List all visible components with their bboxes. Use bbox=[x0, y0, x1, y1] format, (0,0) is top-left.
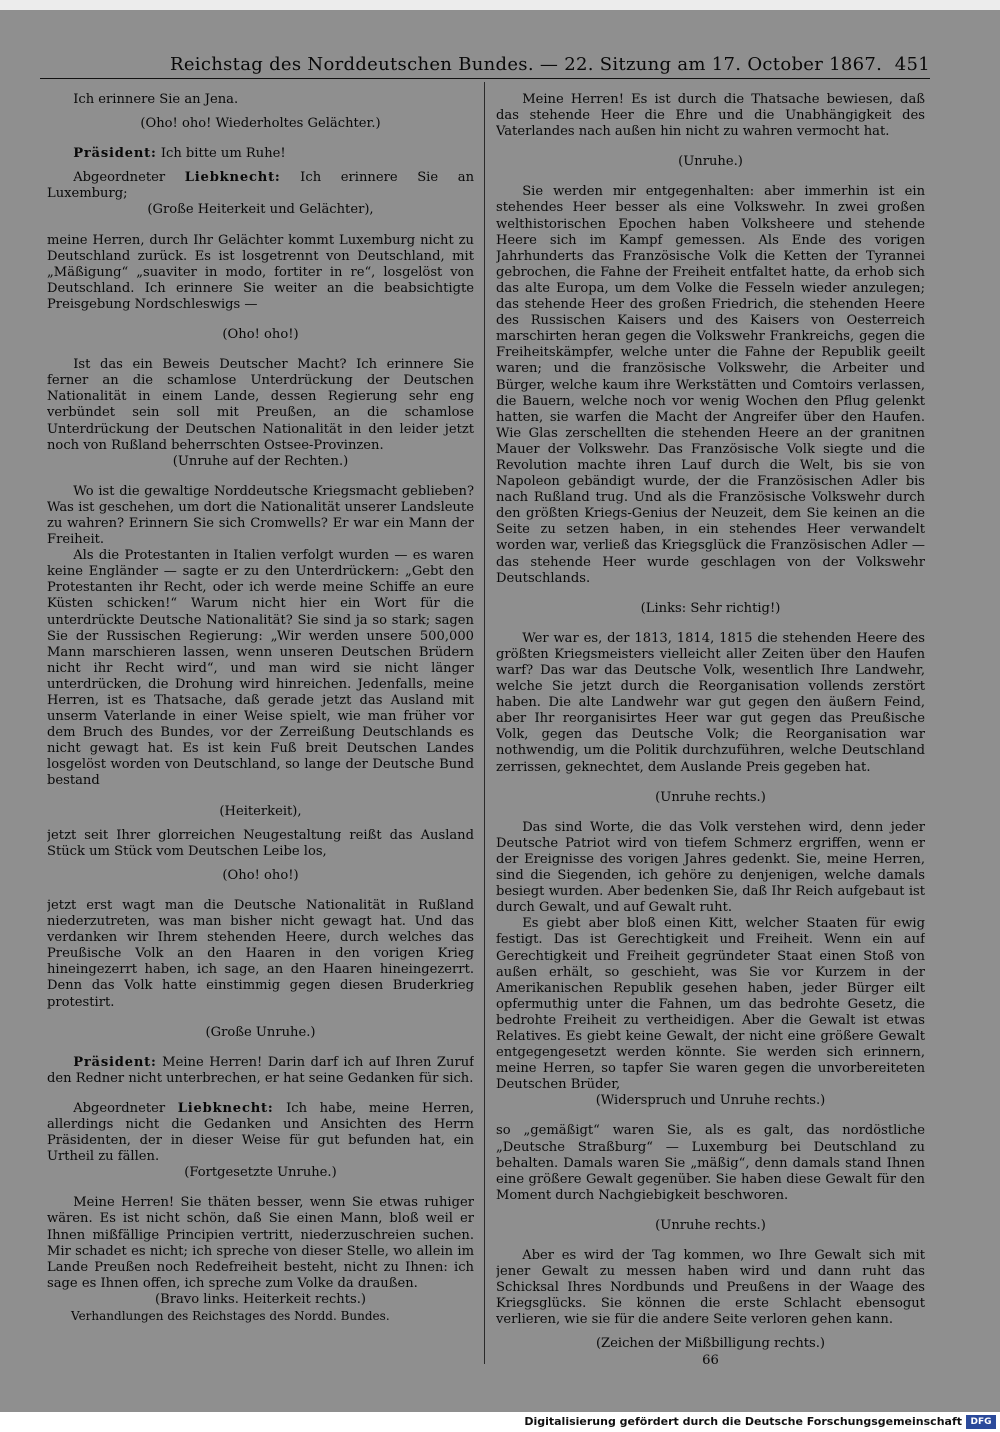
paragraph: jetzt erst wagt man die Deutsche Nationalität in Rußland niederzutreten, was man bisher nicht gewagt hat. Und das verdanken wir Ihrem stehenden Heere, durch welches das Preußische Volk an den Haaren in den vorigen Krieg hineingezerrt haben, ich sage, an den Haaren hineingezerrt. Denn das Volk hatte einstimmig gegen diesen Bruderkrieg protestirt. bbox=[47, 897, 474, 1010]
interjection: (Oho! oho! Wiederholtes Gelächter.) bbox=[140, 116, 381, 132]
paragraph: Es giebt aber bloß einen Kitt, welcher Staaten für ewig festigt. Das ist Gerechtigkeit und Freiheit. Wenn ein auf Gerechtigkeit und Freiheit gegründeter Staat einen Stoß von außen erhält, so geschieht, was Sie vor Kurzem in der Amerikanischen Republik gesehen haben, jeder Bürger eilt opfermuthig unter die Fahnen, um das bedrohte Gesetz, die bedrohte Freiheit zu vertheidigen. Aber die Gewalt ist etwas Relatives. Es giebt keine Gewalt, der nicht eine größere Gewalt entgegengesetzt werden könnte. Sie werden sich erinnern, meine Herren, so tapfer Sie waren gegen die unvorbereiteten Deutschen Brüder, bbox=[496, 916, 925, 1093]
speaker-name: Liebknecht: bbox=[184, 170, 281, 186]
interjection: (Fortgesetzte Unruhe.) bbox=[184, 1165, 337, 1181]
interjection: (Links: Sehr richtig!) bbox=[640, 600, 781, 616]
paragraph: meine Herren, durch Ihr Gelächter kommt Luxemburg nicht zu Deutschland zurück. Es ist losgetrennt von Deutschland, mit „Mäßigung“ „suaviter in modo, fortiter in re“, losgelöst von Deutschland. Ich erinnere Sie weiter an die beabsichtigte Preisgebung Nordschleswigs — bbox=[47, 232, 474, 312]
interjection: (Unruhe auf der Rechten.) bbox=[172, 453, 349, 469]
paragraph: Sie werden mir entgegenhalten: aber immerhin ist ein stehendes Heer besser als eine Volkswehr. In zwei großen welthistorischen Epochen haben Volksheere und stehende Heere sich im Kampf gemessen. Als Ende des vorigen Jahrhunderts das Französische Volk die Ketten der Tyrannei gebrochen, die Fahne der Freiheit entfaltet hatte, da erhob sich das alte Europa, um dem Volke die Fesseln wieder anzulegen; das stehende Heer des großen Friedrich, die stehenden Heere des Russischen Kaisers und des Kaisers von Oesterreich marschirten heran gegen die Volkswehr Frankreichs, gegen die Freiheitskämpfer, welche unter die Fahne der Republik geeilt waren; und die französische Volkswehr, die Arbeiter und Bürger, welche kaum ihre Werkstätten und Comtoirs verlassen, die Bauern, welche noch vor wenig Wochen den Pflug gelenkt hatten, sie warfen die Macht der Angreifer über den Haufen. Wie Glas zerschellten die stehenden Heere an der granitnen Mauer der Volkswehr. Das Französische Volk siegte und die Revolution machte ihren Lauf durch die Welt, bis sie von Napoleon gebändigt wurde, der die Französischen Adler bis nach Rußland trug. Und als die Französische Volkswehr durch den größten Kriegs-Genius der Neuzeit, dem Sie keinen an die Seite zu setzen haben, in ein stehendes Heer verwandelt worden war, verließ das Kriegsglück die Französischen Adler — das stehende Heer wurde geschlagen von der Volkswehr Deutschlands. bbox=[496, 184, 925, 586]
interjection: (Große Unruhe.) bbox=[205, 1024, 316, 1040]
speaker-name: Liebknecht: bbox=[177, 1100, 274, 1116]
running-header bbox=[40, 52, 930, 79]
scan-edge bbox=[0, 0, 1000, 10]
interjection: (Unruhe.) bbox=[678, 154, 743, 170]
column-rule bbox=[484, 82, 485, 1364]
paragraph: jetzt seit Ihrer glorreichen Neugestaltung reißt das Ausland Stück um Stück vom Deutschen Leibe los, bbox=[47, 827, 474, 859]
interjection: (Unruhe rechts.) bbox=[655, 1217, 766, 1233]
header-page-number: 451 bbox=[894, 54, 930, 75]
interjection: (Zeichen der Mißbilligung rechts.) bbox=[595, 1336, 826, 1352]
paragraph: Als die Protestanten in Italien verfolgt wurden — es waren keine Engländer — sagte er zu den Unterdrückern: „Gebt den Protestanten ihr Recht, oder ich werde meine Schiffe an eure Küsten schicken!“ Warum nicht hier ein Wort für die unterdrückte Deutsche Nationalität? Sie sind ja so stark; sagen Sie der Russischen Regierung: „Wir werden unsere 500,000 Mann marschieren lassen, wenn unseren Deutschen Brüdern nicht ihr Recht wird“, und man wird sie nicht länger unterdrücken, die Drohung wird hinreichen. Jedenfalls, meine Herren, ist es Thatsache, daß gerade jetzt das Ausland mit unserm Vaterlande in einer Weise spielt, wie man früher vor dem Bruch des Bundes, vor der Zerreißung Deutschlands es nicht gewagt hat. Es ist kein Fuß breit Deutschen Landes losgelöst worden von Deutschland, so lange der Deutsche Bund bestand bbox=[47, 548, 474, 789]
paragraph: Wo ist die gewaltige Norddeutsche Kriegsmacht geblieben? Was ist geschehen, um dort die Nationalität unserer Landsleute zu wahren? Erinnern Sie sich Cromwells? Er war ein Mann der Freiheit. bbox=[47, 483, 474, 548]
interjection: (Oho! oho!) bbox=[222, 327, 299, 343]
speech-text: Ich erinnere Sie an Luxemburg; bbox=[47, 170, 474, 202]
interjection: (Bravo links. Heiterkeit rechts.) bbox=[155, 1291, 366, 1307]
sheet-number: 66 bbox=[702, 1352, 719, 1368]
header-title: Reichstag des Norddeutschen Bundes. — 22. Sitzung am 17. October 1867. bbox=[170, 54, 883, 75]
paragraph: Meine Herren! Es ist durch die Thatsache bewiesen, daß das stehende Heer die Ehre und die Unabhängigkeit des Vaterlandes nach außen hin nicht zu wahren vermocht hat. bbox=[496, 92, 925, 140]
digitization-footer bbox=[0, 1412, 1000, 1432]
left-column bbox=[47, 92, 474, 1382]
speaker-name: Präsident: bbox=[73, 146, 157, 162]
speaker-paragraph bbox=[47, 1101, 474, 1165]
paragraph: Ich erinnere Sie an Jena. bbox=[73, 92, 239, 107]
interjection: (Widerspruch und Unruhe rechts.) bbox=[595, 1093, 826, 1109]
paragraph: so „gemäßigt“ waren Sie, als es galt, das nordöstliche „Deutsche Straßburg“ — Luxemburg bei Deutschland zu behalten. Damals waren Sie „mäßig“, denn damals stand Ihnen eine größere Gewalt gegenüber. Sie haben diese Gewalt für den Moment durch Nachgiebigkeit beschworen. bbox=[496, 1123, 925, 1203]
speaker-role: Abgeordneter bbox=[73, 1100, 178, 1116]
interjection: (Oho! oho!) bbox=[222, 867, 299, 883]
paragraph: Aber es wird der Tag kommen, wo Ihre Gewalt sich mit jener Gewalt zu messen haben wird und dann ruht das Schicksal Ihres Nordbunds und Preußens in der Waage des Kriegsglücks. Sie können die erste Schlacht ebensogut verlieren, wie sie für die andere Seite verloren gehen kann. bbox=[496, 1248, 925, 1328]
signature-line: Verhandlungen des Reichstages des Nordd. Bundes. bbox=[71, 1309, 390, 1323]
paragraph: Das sind Worte, die das Volk verstehen wird, denn jeder Deutsche Patriot wird von tiefem Schmerz ergriffen, wenn er der Ereignisse des vorigen Jahres gedenkt. Sie, meine Herren, sind die Siegenden, ich gehöre zu denjenigen, welche damals besiegt wurden. Aber bedenken Sie, daß Ihr Reich aufgebaut ist durch Gewalt, und auf Gewalt ruht. bbox=[496, 819, 925, 916]
right-column bbox=[496, 92, 925, 1382]
dfg-logo: DFG bbox=[966, 1415, 996, 1429]
speaker-name: Präsident: bbox=[73, 1054, 157, 1070]
speech-text: Ich habe, meine Herren, allerdings nicht die Gedanken und Ansichten des Herrn Präsidenten, der in dieser Weise für gut befunden hat, ein Urtheil zu fällen. bbox=[47, 1100, 474, 1165]
speaker-paragraph bbox=[47, 146, 474, 162]
interjection: (Große Heiterkeit und Gelächter), bbox=[147, 202, 374, 218]
interjection: (Unruhe rechts.) bbox=[655, 789, 766, 805]
interjection: (Heiterkeit), bbox=[219, 803, 302, 819]
speech-text: Ich bitte um Ruhe! bbox=[156, 146, 286, 162]
speaker-role: Abgeordneter bbox=[73, 170, 185, 186]
paragraph: Wer war es, der 1813, 1814, 1815 die stehenden Heere des größten Kriegsmeisters vielleicht aller Zeiten über den Haufen warf? Das war das Deutsche Volk, wesentlich Ihre Landwehr, welche Sie jetzt durch die Reorganisation vollends zerstört haben. Die alte Landwehr war gut gegen den äußern Feind, aber Ihr reorganisirtes Heer war gut gegen das Preußische Volk, gegen das Deutsche Volk; die Reorganisation war nothwendig, um die Politik durchzuführen, welche Deutschland zerrissen, geknechtet, dem Auslande Preis gegeben hat. bbox=[496, 630, 925, 775]
speech-text: Meine Herren! Darin darf ich auf Ihren Zuruf den Redner nicht unterbrechen, er hat seine Gedanken für sich. bbox=[47, 1054, 474, 1086]
paragraph: Ist das ein Beweis Deutscher Macht? Ich erinnere Sie ferner an die schamlose Unterdrückung der Deutschen Nationalität in einem Lande, dessen Regierung sehr eng verbündet sein soll mit Preußen, an die schamlose Unterdrückung der Deutschen Nationalität in den leider jetzt noch von Rußland beherrschten Ostsee-Provinzen. bbox=[47, 357, 474, 453]
paragraph: Meine Herren! Sie thäten besser, wenn Sie etwas ruhiger wären. Es ist nicht schön, daß Sie einen Mann, bloß weil er Ihnen mißfällige Principien vertritt, niederzuschreien suchen. Mir schadet es nicht; ich spreche von dieser Stelle, wo allein im Lande Preußen noch Redefreiheit besteht, nicht zu Ihnen: ich sage es Ihnen offen, ich spreche zum Volke da draußen. bbox=[47, 1195, 474, 1291]
speaker-paragraph bbox=[47, 170, 474, 202]
speaker-paragraph bbox=[47, 1055, 474, 1087]
footer-credit: Digitalisierung gefördert durch die Deutsche Forschungsgemeinschaft bbox=[524, 1415, 962, 1428]
